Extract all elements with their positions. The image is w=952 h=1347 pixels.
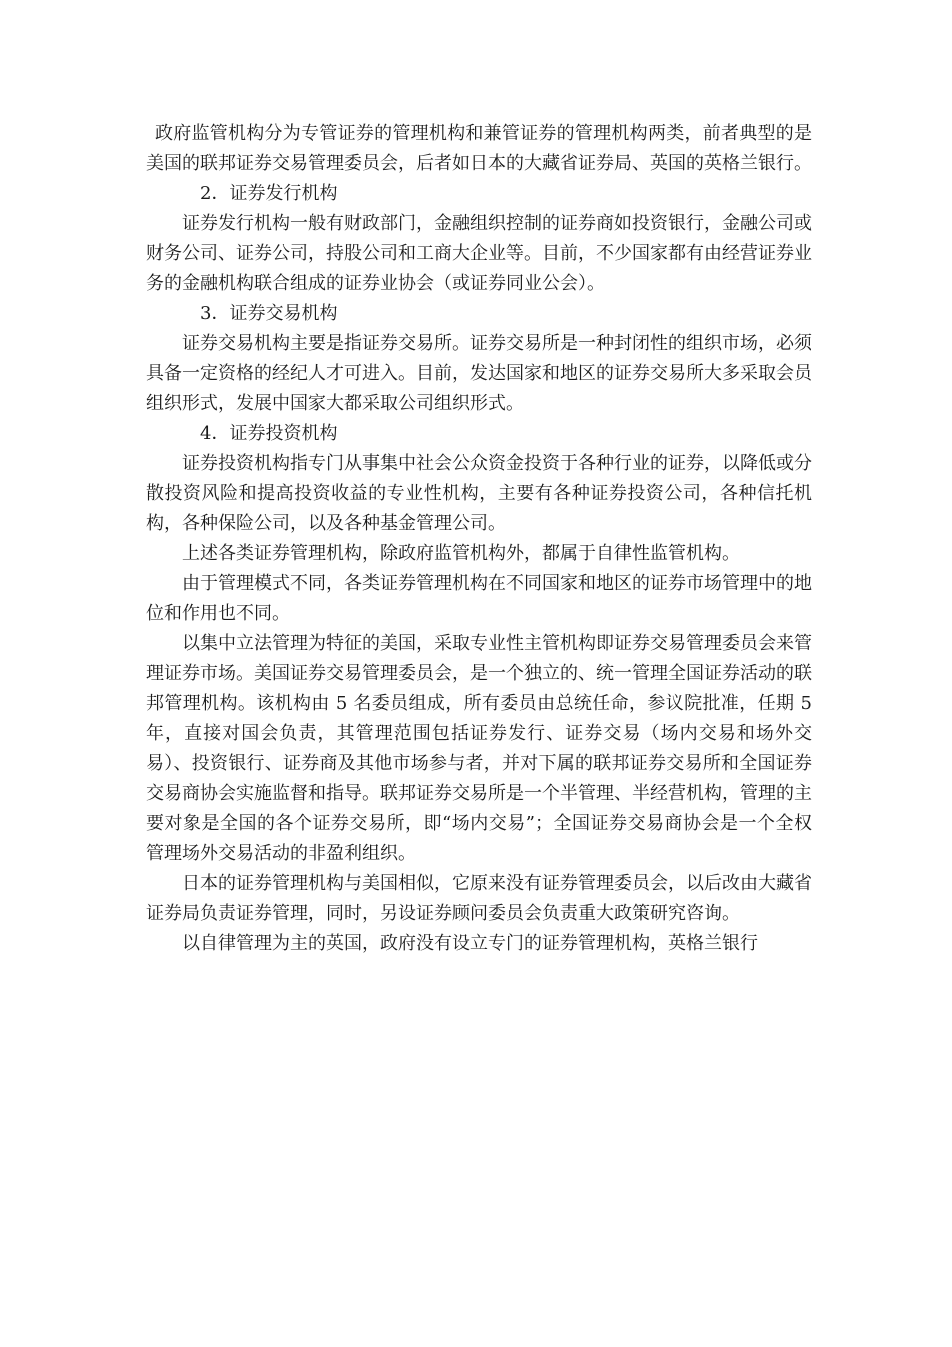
paragraph-united-kingdom: 以自律管理为主的英国，政府没有设立专门的证券管理机构，英格兰银行 [182,933,758,954]
section-heading-issuers: 2．证券发行机构 [200,183,338,204]
paragraph-self-regulatory: 上述各类证券管理机构，除政府监管机构外，都属于自律性监管机构。 [182,543,740,564]
paragraph-issuers: 证券发行机构一般有财政部门，金融组织控制的证券商如投资银行，金融公司或财务公司、证券公司，持股公司和工商大企业等。目前，不少国家都有由经营证券业务的金融机构联合组成的证券业协会（或证券同业公会）。 [146,213,812,294]
paragraph-japan: 日本的证券管理机构与美国相似，它原来没有证券管理委员会，以后改由大藏省证券局负责证券管理，同时，另设证券顾问委员会负责重大政策研究咨询。 [146,873,812,924]
paragraph-management-models: 由于管理模式不同，各类证券管理机构在不同国家和地区的证券市场管理中的地位和作用也不同。 [146,573,812,624]
paragraph-united-states: 以集中立法管理为特征的美国，采取专业性主管机构即证券交易管理委员会来管理证券市场。美国证券交易管理委员会，是一个独立的、统一管理全国证券活动的联邦管理机构。该机构由 5 名委员组成，所有委员由总统任命，参议院批准，任期 5 年，直接对国会负责，其管理范围包括证券发行、证券交易（场内交易和场外交易）、投资银行、证券商及其他市场参与者，并对下属的联邦证券交易所和全国证券交易商协会实施监督和指导。联邦证券交易所是一个半管理、半经营机构，管理的主要对象是全国的各个证券交易所，即“场内交易”；全国证券交易商协会是一个全权管理场外交易活动的非盈利组织。 [146,633,812,864]
paragraph-government-regulators: 政府监管机构分为专管证券的管理机构和兼管证券的管理机构两类，前者典型的是美国的联邦证券交易管理委员会，后者如日本的大藏省证券局、英国的英格兰银行。 [146,123,812,174]
paragraph-exchanges: 证券交易机构主要是指证券交易所。证券交易所是一种封闭性的组织市场，必须具备一定资格的经纪人才可进入。目前，发达国家和地区的证券交易所大多采取会员组织形式，发展中国家大都采取公司组织形式。 [146,333,812,414]
section-heading-exchanges: 3．证券交易机构 [200,303,338,324]
paragraph-investors: 证券投资机构指专门从事集中社会公众资金投资于各种行业的证券，以降低或分散投资风险和提高投资收益的专业性机构，主要有各种证券投资公司，各种信托机构，各种保险公司，以及各种基金管理公司。 [146,453,812,534]
section-heading-investors: 4．证券投资机构 [200,423,338,444]
document-body [146,119,812,959]
